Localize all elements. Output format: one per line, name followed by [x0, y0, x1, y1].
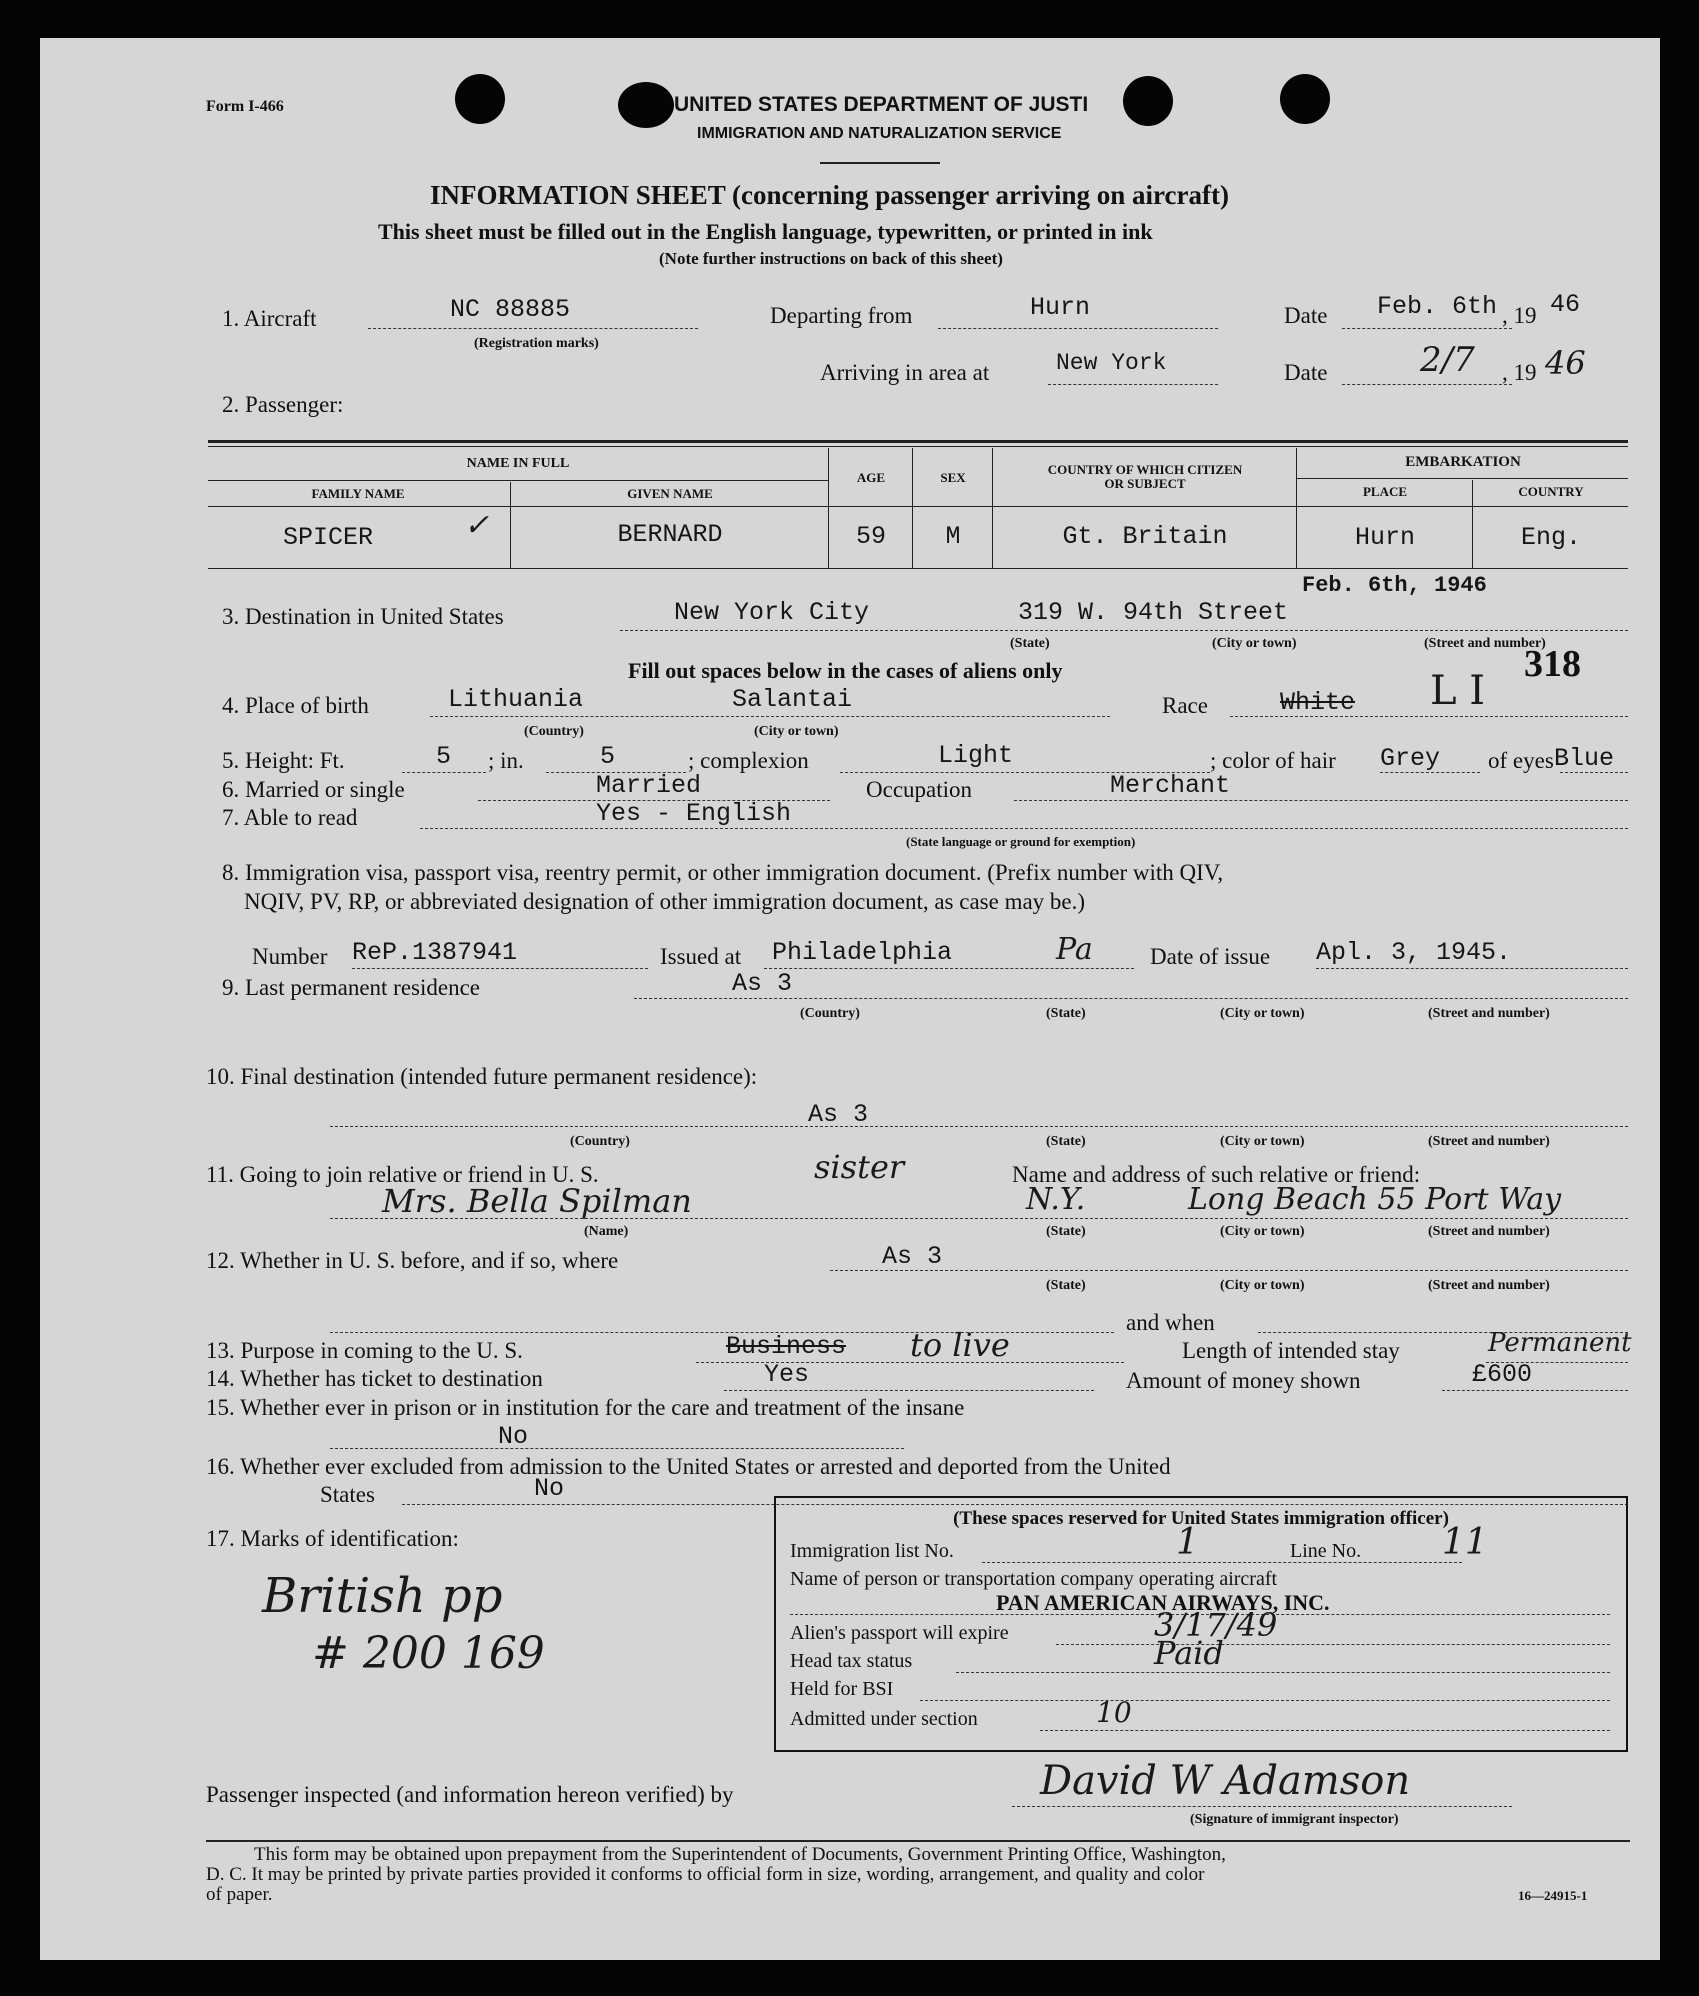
print-code: 16—24915-1: [1518, 1888, 1588, 1903]
embark-place-value: Hurn: [1354, 523, 1415, 552]
issued-at-value: Philadelphia: [772, 938, 953, 967]
embarkation-header: EMBARKATION: [1405, 454, 1521, 470]
final-destination-line: [330, 1126, 1628, 1127]
signature-caption: (Signature of immigrant inspector): [1190, 1812, 1399, 1827]
issued-state-value: Pa: [1056, 932, 1093, 967]
destination-state-caption: (State): [1010, 636, 1050, 651]
department-heading: UNITED STATES DEPARTMENT OF JUSTI: [674, 93, 1089, 116]
passport-expire-line: [1056, 1644, 1610, 1645]
list-no-label: Immigration list No.: [790, 1540, 954, 1562]
race-struck-value: White: [1280, 688, 1356, 717]
money-label: Amount of money shown: [1126, 1368, 1361, 1393]
table-bottom-rule: [208, 568, 1628, 569]
join-label: 11. Going to join relative or friend in U. S.: [206, 1162, 599, 1187]
table-divider-5: [1296, 448, 1297, 568]
read-line: [420, 828, 1628, 829]
passenger-label: 2. Passenger:: [222, 392, 344, 417]
issued-at-label: Issued at: [660, 944, 742, 969]
table-header-rule: [208, 506, 1628, 507]
us-before-line: [830, 1270, 1628, 1271]
destination-date-note: Feb. 6th, 1946: [1302, 573, 1487, 598]
purpose-struck-value: Business: [726, 1332, 847, 1361]
punch-hole-right: [1123, 76, 1173, 126]
officer-box: [774, 1496, 1628, 1752]
signature-line: [1012, 1806, 1512, 1807]
inspector-signature: David W Adamson: [1040, 1758, 1411, 1804]
marital-label: 6. Married or single: [222, 777, 405, 802]
birth-city-caption: (City or town): [754, 724, 839, 739]
prison-line: [330, 1448, 904, 1449]
footer-line-3: of paper.: [206, 1884, 273, 1905]
ticket-value: Yes: [764, 1360, 810, 1389]
excluded-line2: States: [320, 1482, 375, 1507]
arriving-label: Arriving in area at: [820, 360, 990, 385]
family-name-check: ✓: [464, 508, 490, 543]
punch-hole-left: [455, 74, 505, 124]
footer-line-2: D. C. It may be printed by private parties provided it conforms to official form in size, wording, arrangement, and quality and color: [206, 1864, 1205, 1885]
us-before-state-caption: (State): [1046, 1278, 1086, 1293]
relative-city-caption: (City or town): [1220, 1224, 1305, 1239]
family-name-header: FAMILY NAME: [311, 486, 405, 501]
aircraft-line: [368, 328, 698, 329]
arrival-date-label: Date: [1284, 360, 1328, 385]
height-in-value: 5: [600, 742, 616, 771]
family-name-value: SPICER: [282, 523, 373, 552]
operator-label: Name of person or transportation company operating aircraft: [790, 1568, 1278, 1590]
departure-year-prefix: , 19: [1502, 303, 1537, 328]
length-stay-label: Length of intended stay: [1182, 1338, 1400, 1363]
operator-value: PAN AMERICAN AIRWAYS, INC.: [996, 1590, 1330, 1615]
arrival-date-line: [1342, 384, 1512, 385]
destination-street-value: 319 W. 94th Street: [1018, 598, 1289, 627]
list-no-value: 1: [1176, 1522, 1199, 1563]
table-name-subrule: [208, 480, 828, 481]
form-title: INFORMATION SHEET (concerning passenger arriving on aircraft): [430, 180, 1229, 210]
birth-city-value: Salantai: [732, 685, 853, 714]
last-residence-state-caption: (State): [1046, 1006, 1086, 1021]
issued-at-line: [764, 968, 1134, 969]
relative-state-value: N.Y.: [1026, 1182, 1086, 1217]
table-divider-1: [510, 482, 511, 568]
sex-header: SEX: [940, 470, 966, 485]
and-when-label: and when: [1126, 1310, 1215, 1335]
prison-label: 15. Whether ever in prison or in institution for the care and treatment of the insane: [206, 1395, 965, 1420]
aliens-only-heading: Fill out spaces below in the cases of aliens only: [628, 658, 1063, 683]
embark-country-value: Eng.: [1520, 523, 1581, 552]
destination-street-caption: (Street and number): [1424, 636, 1546, 651]
prison-value: No: [498, 1422, 529, 1451]
number-line: [352, 968, 648, 969]
sex-value: M: [945, 522, 961, 551]
marks-label: 17. Marks of identification:: [206, 1526, 459, 1551]
item8-line2: NQIV, PV, RP, or abbreviated designation of other immigration document, as case may be.): [244, 889, 1086, 914]
table-embark-subrule: [1296, 478, 1628, 479]
race-handwritten-value: L I: [1430, 668, 1486, 714]
birth-line: [430, 716, 1110, 717]
purpose-handwritten-value: to live: [910, 1326, 1010, 1364]
table-top-rule-2: [208, 446, 1628, 447]
footer-rule: [206, 1840, 1630, 1842]
hair-value: Grey: [1380, 744, 1441, 773]
height-ft-line: [402, 772, 486, 773]
arrival-date-value: 2/7: [1420, 340, 1475, 380]
relative-street-caption: (Street and number): [1428, 1224, 1550, 1239]
punch-hole-center: [618, 82, 674, 128]
final-destination-state-caption: (State): [1046, 1134, 1086, 1149]
money-value: £600: [1472, 1360, 1533, 1389]
aircraft-label: 1. Aircraft: [222, 306, 317, 331]
length-stay-value: Permanent: [1488, 1328, 1632, 1358]
admitted-line: [1040, 1730, 1610, 1731]
doc-number-value: ReP.1387941: [352, 938, 518, 967]
list-no-line: [982, 1562, 1462, 1563]
purpose-label: 13. Purpose in coming to the U. S.: [206, 1338, 523, 1363]
departing-label: Departing from: [770, 303, 913, 328]
passport-expire-value: 3/17/49: [1154, 1606, 1278, 1644]
birth-country-caption: (Country): [524, 724, 584, 739]
form-sheet: [40, 38, 1660, 1960]
ticket-line: [724, 1390, 1094, 1391]
hair-label: ; color of hair: [1210, 748, 1336, 773]
admitted-value: 10: [1096, 1696, 1132, 1729]
citizen-header-1: COUNTRY OF WHICH CITIZEN: [1047, 462, 1243, 477]
destination-stamp: 318: [1524, 643, 1581, 685]
header-rule: [820, 162, 940, 164]
issue-date-label: Date of issue: [1150, 944, 1271, 969]
destination-state-value: New York City: [674, 598, 870, 627]
eyes-value: Blue: [1554, 744, 1615, 773]
money-line: [1442, 1390, 1628, 1391]
marks-line2-value: # 200 169: [312, 1628, 545, 1679]
relative-state-caption: (State): [1046, 1224, 1086, 1239]
read-value: Yes - English: [596, 799, 792, 828]
admitted-label: Admitted under section: [790, 1708, 978, 1730]
us-before-street-caption: (Street and number): [1428, 1278, 1550, 1293]
ticket-label: 14. Whether has ticket to destination: [206, 1366, 543, 1391]
arrival-year-value: 46: [1545, 344, 1586, 382]
final-destination-country-caption: (Country): [570, 1134, 630, 1149]
last-residence-street-caption: (Street and number): [1428, 1006, 1550, 1021]
birth-label: 4. Place of birth: [222, 693, 369, 718]
passport-expire-label: Alien's passport will expire: [790, 1622, 1009, 1644]
footer-line-1: This form may be obtained upon prepayment from the Superintendent of Documents, Government Printing Office, Washington,: [254, 1844, 1226, 1865]
age-header: AGE: [856, 470, 886, 485]
form-subtitle: This sheet must be filled out in the English language, typewritten, or printed in ink: [378, 219, 1153, 244]
destination-line: [620, 630, 1628, 631]
line-no-label: Line No.: [1290, 1540, 1362, 1562]
marks-line1-value: British pp: [262, 1568, 503, 1624]
height-in-label: ; in.: [488, 748, 524, 773]
final-destination-street-caption: (Street and number): [1428, 1134, 1550, 1149]
given-name-value: BERNARD: [617, 520, 723, 549]
head-tax-line: [956, 1672, 1610, 1673]
height-ft-label: 5. Height: Ft.: [222, 748, 345, 773]
issue-date-line: [1316, 968, 1628, 969]
destination-label: 3. Destination in United States: [222, 604, 504, 629]
excluded-value: No: [534, 1474, 565, 1503]
departure-date-label: Date: [1284, 303, 1328, 328]
departure-date-line: [1342, 328, 1512, 329]
name-address-label: Name and address of such relative or friend:: [1012, 1162, 1421, 1187]
departing-value: Hurn: [1030, 293, 1091, 322]
departing-line: [938, 328, 1218, 329]
head-tax-label: Head tax status: [790, 1650, 913, 1672]
relative-address-value: Long Beach 55 Port Way: [1188, 1182, 1562, 1217]
relative-name-caption: (Name): [584, 1224, 629, 1239]
arriving-value: New York: [1056, 350, 1167, 376]
item8-line1: 8. Immigration visa, passport visa, reentry permit, or other immigration document. (Prefix number with QIV,: [222, 860, 1224, 885]
last-residence-label: 9. Last permanent residence: [222, 975, 480, 1000]
held-bsi-line: [920, 1700, 1610, 1701]
line-no-value: 11: [1442, 1522, 1488, 1563]
occupation-value: Merchant: [1110, 771, 1231, 800]
height-ft-value: 5: [436, 742, 452, 771]
race-label: Race: [1162, 693, 1208, 718]
complexion-label: ; complexion: [688, 748, 809, 773]
eyes-label: of eyes: [1488, 748, 1554, 773]
table-divider-6: [1472, 480, 1473, 568]
last-residence-country-caption: (Country): [800, 1006, 860, 1021]
complexion-value: Light: [938, 741, 1014, 770]
form-number: Form I-466: [206, 98, 284, 115]
citizenship-value: Gt. Britain: [1062, 522, 1228, 551]
officer-box-heading: (These spaces reserved for United States immigration officer): [953, 1508, 1449, 1529]
join-relation-value: sister: [814, 1148, 905, 1186]
final-destination-value: As 3: [808, 1100, 869, 1129]
registration-marks-caption: (Registration marks): [474, 336, 599, 351]
arriving-line: [1048, 384, 1218, 385]
issue-date-value: Apl. 3, 1945.: [1316, 938, 1512, 967]
occupation-line: [1014, 800, 1628, 801]
citizen-header-2: OR SUBJECT: [1104, 476, 1186, 491]
form-note: (Note further instructions on back of this sheet): [659, 249, 1003, 268]
last-residence-city-caption: (City or town): [1220, 1006, 1305, 1021]
punch-hole-far-right: [1280, 74, 1330, 124]
final-destination-label: 10. Final destination (intended future permanent residence):: [206, 1064, 758, 1089]
last-residence-line: [634, 998, 1628, 999]
table-divider-3: [912, 448, 913, 568]
table-divider-2: [828, 448, 829, 568]
destination-city-caption: (City or town): [1212, 636, 1297, 651]
head-tax-value: Paid: [1154, 1634, 1224, 1672]
country-header: COUNTRY: [1518, 484, 1584, 499]
given-name-header: GIVEN NAME: [627, 486, 713, 501]
departure-year-value: 46: [1550, 290, 1581, 319]
place-header: PLACE: [1362, 484, 1408, 499]
final-destination-city-caption: (City or town): [1220, 1134, 1305, 1149]
excluded-line1: 16. Whether ever excluded from admission to the United States or arrested and deported from the United: [206, 1454, 1171, 1479]
birth-country-value: Lithuania: [448, 685, 584, 714]
inspected-label: Passenger inspected (and information hereon verified) by: [206, 1782, 734, 1807]
last-residence-value: As 3: [732, 969, 793, 998]
age-value: 59: [855, 522, 886, 551]
relative-name-value: Mrs. Bella Spilman: [382, 1182, 692, 1220]
name-in-full-header: NAME IN FULL: [466, 456, 570, 471]
us-before-value: As 3: [882, 1242, 943, 1271]
held-bsi-label: Held for BSI: [790, 1678, 894, 1700]
departure-date-value: Feb. 6th: [1377, 292, 1498, 321]
us-before-label: 12. Whether in U. S. before, and if so, where: [206, 1248, 619, 1273]
table-top-rule: [208, 440, 1628, 443]
occupation-label: Occupation: [866, 777, 973, 802]
state-language-caption: (State language or ground for exemption): [906, 834, 1136, 849]
marital-value: Married: [596, 771, 702, 800]
arrival-year-prefix: , 19: [1502, 360, 1537, 385]
us-before-city-caption: (City or town): [1220, 1278, 1305, 1293]
aircraft-value: NC 88885: [450, 295, 571, 324]
read-label: 7. Able to read: [222, 805, 358, 830]
number-label: Number: [252, 944, 328, 969]
table-divider-4: [992, 448, 993, 568]
service-heading: IMMIGRATION AND NATURALIZATION SERVICE: [697, 125, 1062, 142]
